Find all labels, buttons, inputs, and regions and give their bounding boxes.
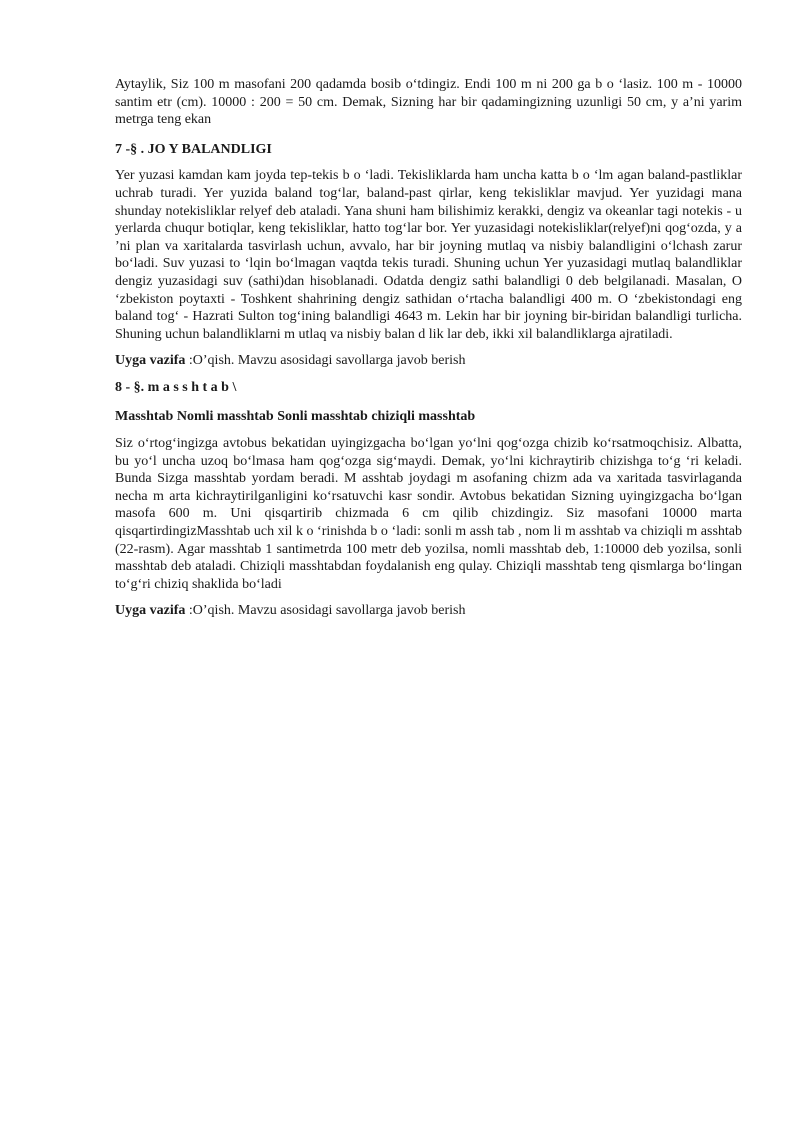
- homework-text: :O’qish. Mavzu asosidagi savollarga javob berish: [185, 603, 466, 619]
- section-7-homework: [115, 352, 742, 370]
- homework-text: :O’qish. Mavzu asosidagi savollarga javob berish: [185, 353, 466, 369]
- section-8-paragraph: Siz o‘rtog‘ingizga avtobus bekatidan uyingizgacha bo‘lgan yo‘lni qog‘ozga chizib ko‘rsatmoqchisiz. Albatta, bu yo‘l uncha uzoq bo‘lmasa ham qog‘ozga sig‘maydi. Demak, yo‘lni kichraytirib chizishga to‘g ‘ri keladi. Bunda Sizga masshtab yordam beradi. M asshtab joydagi m asofaning chizm ada va xaritada tasvirlaganda necha m arta kichraytirilganligini ko‘rsatuvchi kasr sondir. Avtobus bekatidan Sizning uyingizgacha bo‘lgan masofa 600 m. Uni qisqartirib chizmada 6 cm qilib chizdingiz. Siz masofani 10000 marta qisqartirdingizMasshtab uch xil k o ‘rinishda b o ‘ladi: sonli m assh tab , nom li m asshtab va chiziqli m asshtab (22-rasm). Agar masshtab 1 santimetrda 100 metr deb yozilsa, nomli masshtab deb, 1:10000 deb yozilsa, sonli masshtab deb ataladi. Chiziqli masshtabdan foydalanish eng qulay. Chiziqli masshtab teng qismlarga bo‘lingan to‘g‘ri chiziq shaklida bo‘ladi: [115, 436, 742, 592]
- section-8-homework: [115, 602, 742, 620]
- section-7-heading: 7 -§ . JO Y BALANDLIGI: [115, 141, 272, 157]
- homework-label: Uyga vazifa: [115, 353, 186, 369]
- document-page: [115, 76, 742, 620]
- section-8-heading: 8 - §. m a s s h t a b \: [115, 379, 237, 395]
- section-7-paragraph: Yer yuzasi kamdan kam joyda tep-tekis b o ‘ladi. Tekisliklarda ham uncha katta b o ‘lm agan baland-pastliklar uchrab turadi. Yer yuzida baland tog‘lar, baland-past qirlar, keng tekisliklar mavjud. Yer yuzidagi mana shunday notekisliklar relyef deb ataladi. Yana shuni ham bilishimiz kerakki, dengiz va okeanlar tagi notekis - u yerlarda chuqur botiqlar, keng tekisliklar, hatto tog‘lar bor. Yer yuzasidagi notekisliklar(relyef)ni qog‘ozda, y a ’ni plan va xaritalarda tasvirlash uchun, avvalo, har bir joyning mutlaq va nisbiy balandligini o‘lchash zarur bo‘ladi. Suv yuzasi to ‘lqin bo‘lmagan vaqtda tekis turadi. Shuning uchun Yer yuzasidagi mutlaq balandliklar dengiz yuzasidagi suv (sathi)dan hisoblanadi. Odatda dengiz sathi balandligi 0 deb belgilanadi. Masalan, O ‘zbekiston poytaxti - Toshkent shahrining dengiz sathidan o‘rtacha balandligi 400 m. O ‘zbekistondagi eng baland tog‘ - Hazrati Sulton tog‘ining balandligi 4643 m. Lekin har bir joyning bir-biridan balandligi turlicha. Shuning uchun balandliklarni m utlaq va nisbiy balan d lik lar deb, ikki xil balandliklarga ajratiladi.: [115, 168, 742, 342]
- section-8-subheading: Masshtab Nomli masshtab Sonli masshtab chiziqli masshtab: [115, 408, 476, 424]
- homework-label: Uyga vazifa: [115, 603, 186, 619]
- intro-paragraph: Aytaylik, Siz 100 m masofani 200 qadamda bosib o‘tdingiz. Endi 100 m ni 200 ga b o ‘lasiz. 100 m - 10000 santim etr (cm). 10000 : 200 = 50 cm. Demak, Sizning har bir qadamingizning uzunligi 50 cm, y a’ni yarim metrga teng ekan: [115, 77, 742, 128]
